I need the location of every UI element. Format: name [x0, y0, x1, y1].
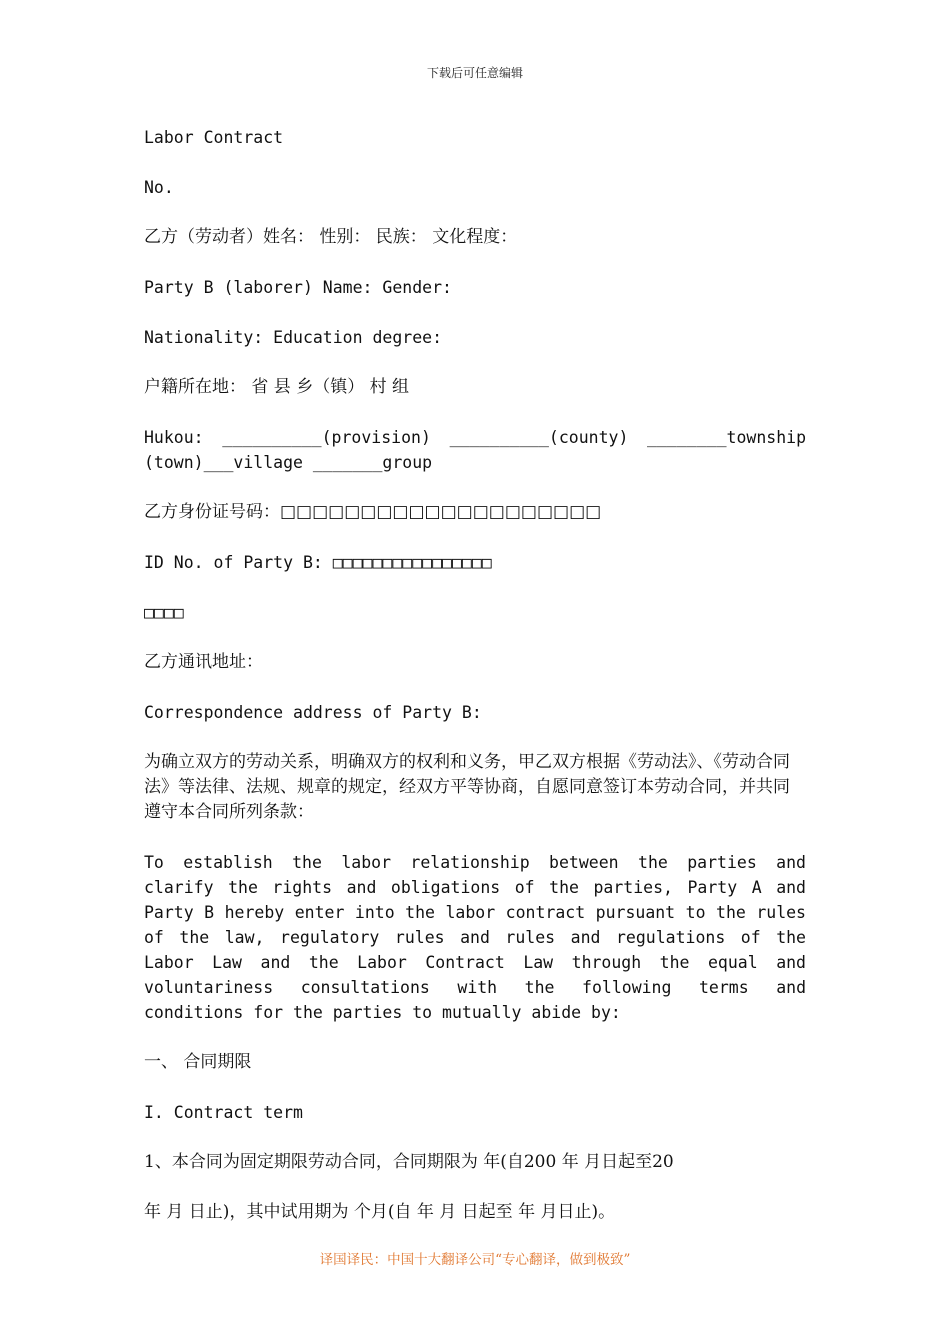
clause-1-line-2-cn: 年 月 日止)，其中试用期为 个月(自 年 月 日起至 年 月日止)。 [144, 1202, 616, 1222]
page-header: 下载后可任意编辑 [426, 66, 523, 80]
hukou-en: Hukou: __________(provision) __________(county) ________township (town)___village _______group [144, 428, 806, 472]
page-footer: 译国译民：中国十大翻译公司“专心翻译，做到极致” [319, 1252, 631, 1268]
address-cn: 乙方通讯地址： [144, 652, 263, 672]
section-1-heading-cn: 一、 合同期限 [144, 1052, 252, 1072]
contract-number-label: No. [144, 178, 174, 197]
id-number-en: ID No. of Party B: □□□□□□□□□□□□□□□□ [144, 553, 492, 572]
partyb-info-cn: 乙方（劳动者）姓名： 性别： 民族： 文化程度： [144, 227, 518, 247]
id-number-cn: 乙方身份证号码：□□□□□□□□□□□□□□□□□□□□ [144, 502, 602, 522]
section-1-heading-en: I. Contract term [144, 1103, 303, 1122]
document-body [144, 125, 806, 1250]
document-title: Labor Contract [144, 128, 284, 147]
id-number-boxes-continued: □□□□ [144, 603, 184, 622]
clause-1-line-1-cn: 1、本合同为固定期限劳动合同，合同期限为 年(自200 年 月日起至20 [144, 1152, 674, 1172]
hukou-cn: 户籍所在地： 省 县 乡（镇） 村 组 [144, 377, 410, 397]
nationality-education-en: Nationality: Education degree: [144, 328, 443, 347]
preamble-en: To establish the labor relationship between the parties and clarify the rights and obligations of the parties, Party A and Party B hereby enter into the labor contract pursuant to the rules of the law, regulatory rules and rules and regulations of the Labor Law and the Labor Contract Law through the equal and voluntariness consultations with the following terms and conditions for the parties to mutually abide by: [144, 853, 806, 1022]
preamble-cn: 为确立双方的劳动关系，明确双方的权利和义务，甲乙双方根据《劳动法》、《劳动合同法》等法律、法规、规章的规定，经双方平等协商，自愿同意签订本劳动合同，并共同遵守本合同所列条款： [144, 752, 790, 822]
address-en: Correspondence address of Party B: [144, 703, 482, 722]
partyb-info-en: Party B (laborer) Name: Gender: [144, 278, 452, 297]
